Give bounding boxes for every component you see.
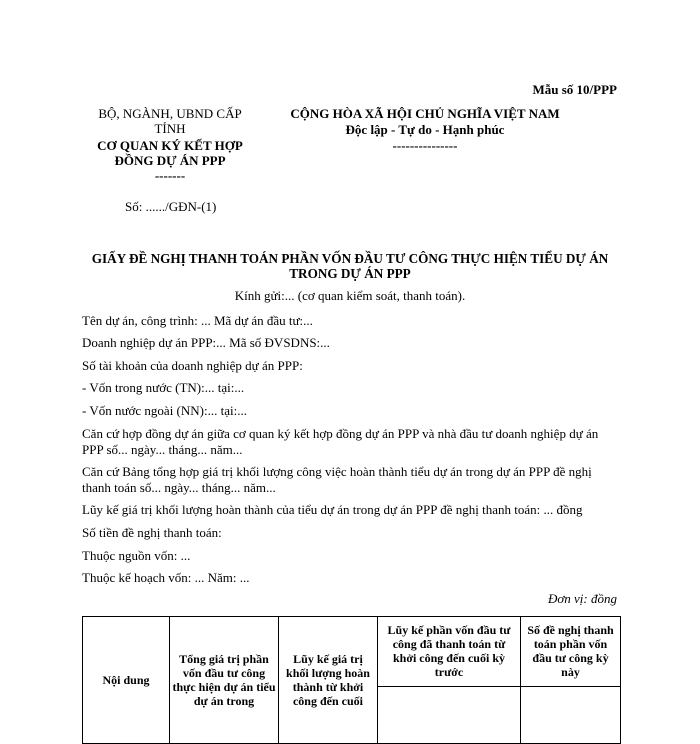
capital-plan-line: Thuộc kế hoạch vốn: ... Năm: ... bbox=[82, 570, 250, 585]
form-number: Mẫu số 10/PPP bbox=[532, 82, 617, 97]
issuing-organization bbox=[82, 106, 258, 183]
summary-basis-line: Căn cứ Bảng tổng hợp giá trị khối lượng công việc hoàn thành tiểu dự án trong dự án PPP đề nghị thanh toán số... ngày... tháng... năm... bbox=[82, 464, 592, 495]
capital-source-line: Thuộc nguồn vốn: ... bbox=[82, 548, 191, 563]
nation-separator: --------------- bbox=[392, 138, 458, 153]
nation-name: CỘNG HÒA XÃ HỘI CHỦ NGHĨA VIỆT NAM bbox=[290, 106, 560, 121]
account-line: Số tài khoản của doanh nghiệp dự án PPP: bbox=[82, 358, 303, 373]
requested-amount-line: Số tiền đề nghị thanh toán: bbox=[82, 525, 222, 540]
nation-motto: Độc lập - Tự do - Hạnh phúc bbox=[345, 122, 505, 137]
project-name-line: Tên dự án, công trình: ... Mã dự án đầu tư:... bbox=[82, 313, 313, 328]
enterprise-line: Doanh nghiệp dự án PPP:... Mã số ĐVSDNS:... bbox=[82, 335, 330, 350]
payment-table bbox=[82, 616, 621, 744]
document-number: Số: ....../GĐN-(1) bbox=[125, 199, 217, 214]
header-content: Nội dung bbox=[83, 617, 170, 744]
ministry-name: BỘ, NGÀNH, UBND CẤP TỈNH bbox=[98, 106, 242, 136]
currency-unit: Đơn vị: đồng bbox=[547, 591, 617, 606]
agency-name: CƠ QUAN KÝ KẾT HỢP ĐỒNG DỰ ÁN PPP bbox=[97, 138, 243, 168]
header-requested-this-period: Số đề nghị thanh toán phần vốn đầu tư công kỳ này bbox=[521, 617, 621, 687]
subheader-cell-requested bbox=[521, 686, 621, 743]
accumulated-value-line: Lũy kế giá trị khối lượng hoàn thành của tiểu dự án trong dự án PPP đề nghị thanh toán: ... đồng bbox=[82, 502, 583, 517]
header-accumulated-completed: Lũy kế giá trị khối lượng hoàn thành từ khởi công đến cuối bbox=[279, 617, 378, 744]
contract-basis-line: Căn cứ hợp đồng dự án giữa cơ quan ký kết hợp đồng dự án PPP và nhà đầu tư doanh nghiệp dự án PPP số... ngày... tháng... năm... bbox=[82, 426, 599, 457]
header-total-value: Tổng giá trị phần vốn đầu tư công thực hiện dự án tiểu dự án trong bbox=[170, 617, 279, 744]
foreign-capital-line: - Vốn nước ngoài (NN):... tại:... bbox=[82, 403, 247, 418]
table-header-row bbox=[83, 617, 621, 687]
header-accumulated-paid: Lũy kế phần vốn đầu tư công đã thanh toán từ khởi công đến cuối kỳ trước bbox=[378, 617, 521, 687]
greeting: Kính gửi:... (cơ quan kiểm soát, thanh toán). bbox=[234, 288, 466, 303]
national-header bbox=[270, 106, 580, 154]
org-separator: ------- bbox=[154, 168, 186, 183]
document-title: GIẤY ĐỀ NGHỊ THANH TOÁN PHẦN VỐN ĐẦU TƯ CÔNG THỰC HIỆN TIỂU DỰ ÁN TRONG DỰ ÁN PPP bbox=[91, 251, 609, 281]
subheader-cell-paid bbox=[378, 686, 521, 743]
domestic-capital-line: - Vốn trong nước (TN):... tại:... bbox=[82, 380, 245, 395]
